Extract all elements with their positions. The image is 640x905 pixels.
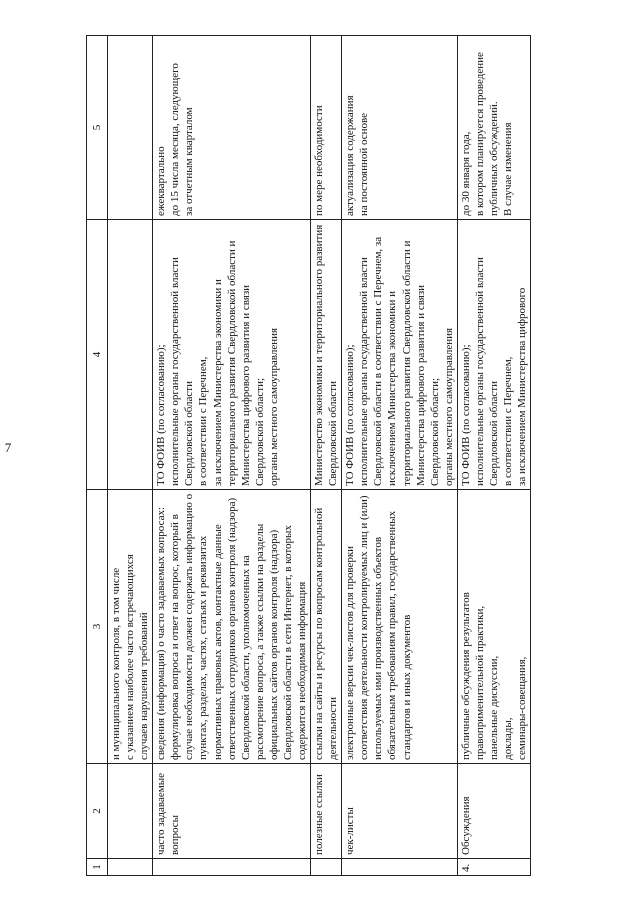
column-header: 5 <box>87 36 108 220</box>
row-name <box>108 764 153 859</box>
row-responsible: Министерство экономики и территориального развития Свердловской области <box>311 220 342 490</box>
table-row <box>153 36 311 876</box>
page-number: 7 <box>4 440 12 455</box>
events-table <box>86 35 531 876</box>
row-deadline: по мере необходимости <box>311 36 342 220</box>
table-row <box>311 36 342 876</box>
row-deadline: ежеквартально до 15 числа месяца, следующего за отчетным кварталом <box>153 36 311 220</box>
row-number <box>153 859 311 876</box>
row-description: ссылки на сайты и ресурсы по вопросам контрольной деятельности <box>311 490 342 764</box>
row-name: полезные ссылки <box>311 764 342 859</box>
row-responsible <box>108 220 153 490</box>
table-row <box>108 36 153 876</box>
table-row <box>457 36 530 876</box>
row-deadline: актуализация содержания на постоянной основе <box>342 36 458 220</box>
row-description: электронные версии чек-листов для проверки соответствия деятельности контролируемых лиц и (или) используемых ими производственных объектов обязательным требованиям правил, государственных стандартов и иных документов <box>342 490 458 764</box>
row-name: часто задаваемые вопросы <box>153 764 311 859</box>
row-number: 4. <box>457 859 530 876</box>
row-name: чек-листы <box>342 764 458 859</box>
table-row <box>342 36 458 876</box>
rotated-table-container <box>86 36 606 876</box>
table-header-row <box>87 36 108 876</box>
row-responsible: ТО ФОИВ (по согласованию); исполнительные органы государственной власти Свердловской области в соответствии с Перечнем, за исключением Министерства цифрового <box>457 220 530 490</box>
row-description: публичные обсуждения результатов правоприменительной практики, панельные дискуссии, доклады, семинары-совещания, <box>457 490 530 764</box>
column-header: 3 <box>87 490 108 764</box>
row-number <box>311 859 342 876</box>
column-header: 2 <box>87 764 108 859</box>
row-number <box>108 859 153 876</box>
row-description: сведения (информация) о часто задаваемых вопросах: формулировка вопроса и ответ на вопрос, который в случае необходимости должен содержать информацию о пунктах, разделах, частях, статьях и реквизитах нормативных правовых актов, контактные данные ответственных сотрудников органов контроля (надзора) Свердловской области, уполномоченных на рассмотрение вопроса, а также ссылки на разделы официальных сайтов органов контроля (надзора) Свердловской области в сети Интернет, в которых содержится необходимая информация <box>153 490 311 764</box>
row-deadline: до 30 января года, в котором планируется проведение публичных обсуждений. В случае изменения <box>457 36 530 220</box>
row-deadline <box>108 36 153 220</box>
row-responsible: ТО ФОИВ (по согласованию); исполнительные органы государственной власти Свердловской области в соответствии с Перечнем, за исключением Министерства экономики и территориального развития Свердловской области и Министерства цифрового развития и связи Свердловской области; органы местного самоуправления <box>153 220 311 490</box>
row-responsible: ТО ФОИВ (по согласованию); исполнительные органы государственной власти Свердловской области в соответствии с Перечнем, за исключением Министерства экономики и территориального развития Свердловской области и Министерства цифрового развития и связи Свердловской области; органы местного самоуправления <box>342 220 458 490</box>
row-number <box>342 859 458 876</box>
row-description: и муниципального контроля, в том числе с указанием наиболее часто встречающихся случаев нарушения требований <box>108 490 153 764</box>
column-header: 4 <box>87 220 108 490</box>
row-name: Обсуждения <box>457 764 530 859</box>
column-header: 1 <box>87 859 108 876</box>
